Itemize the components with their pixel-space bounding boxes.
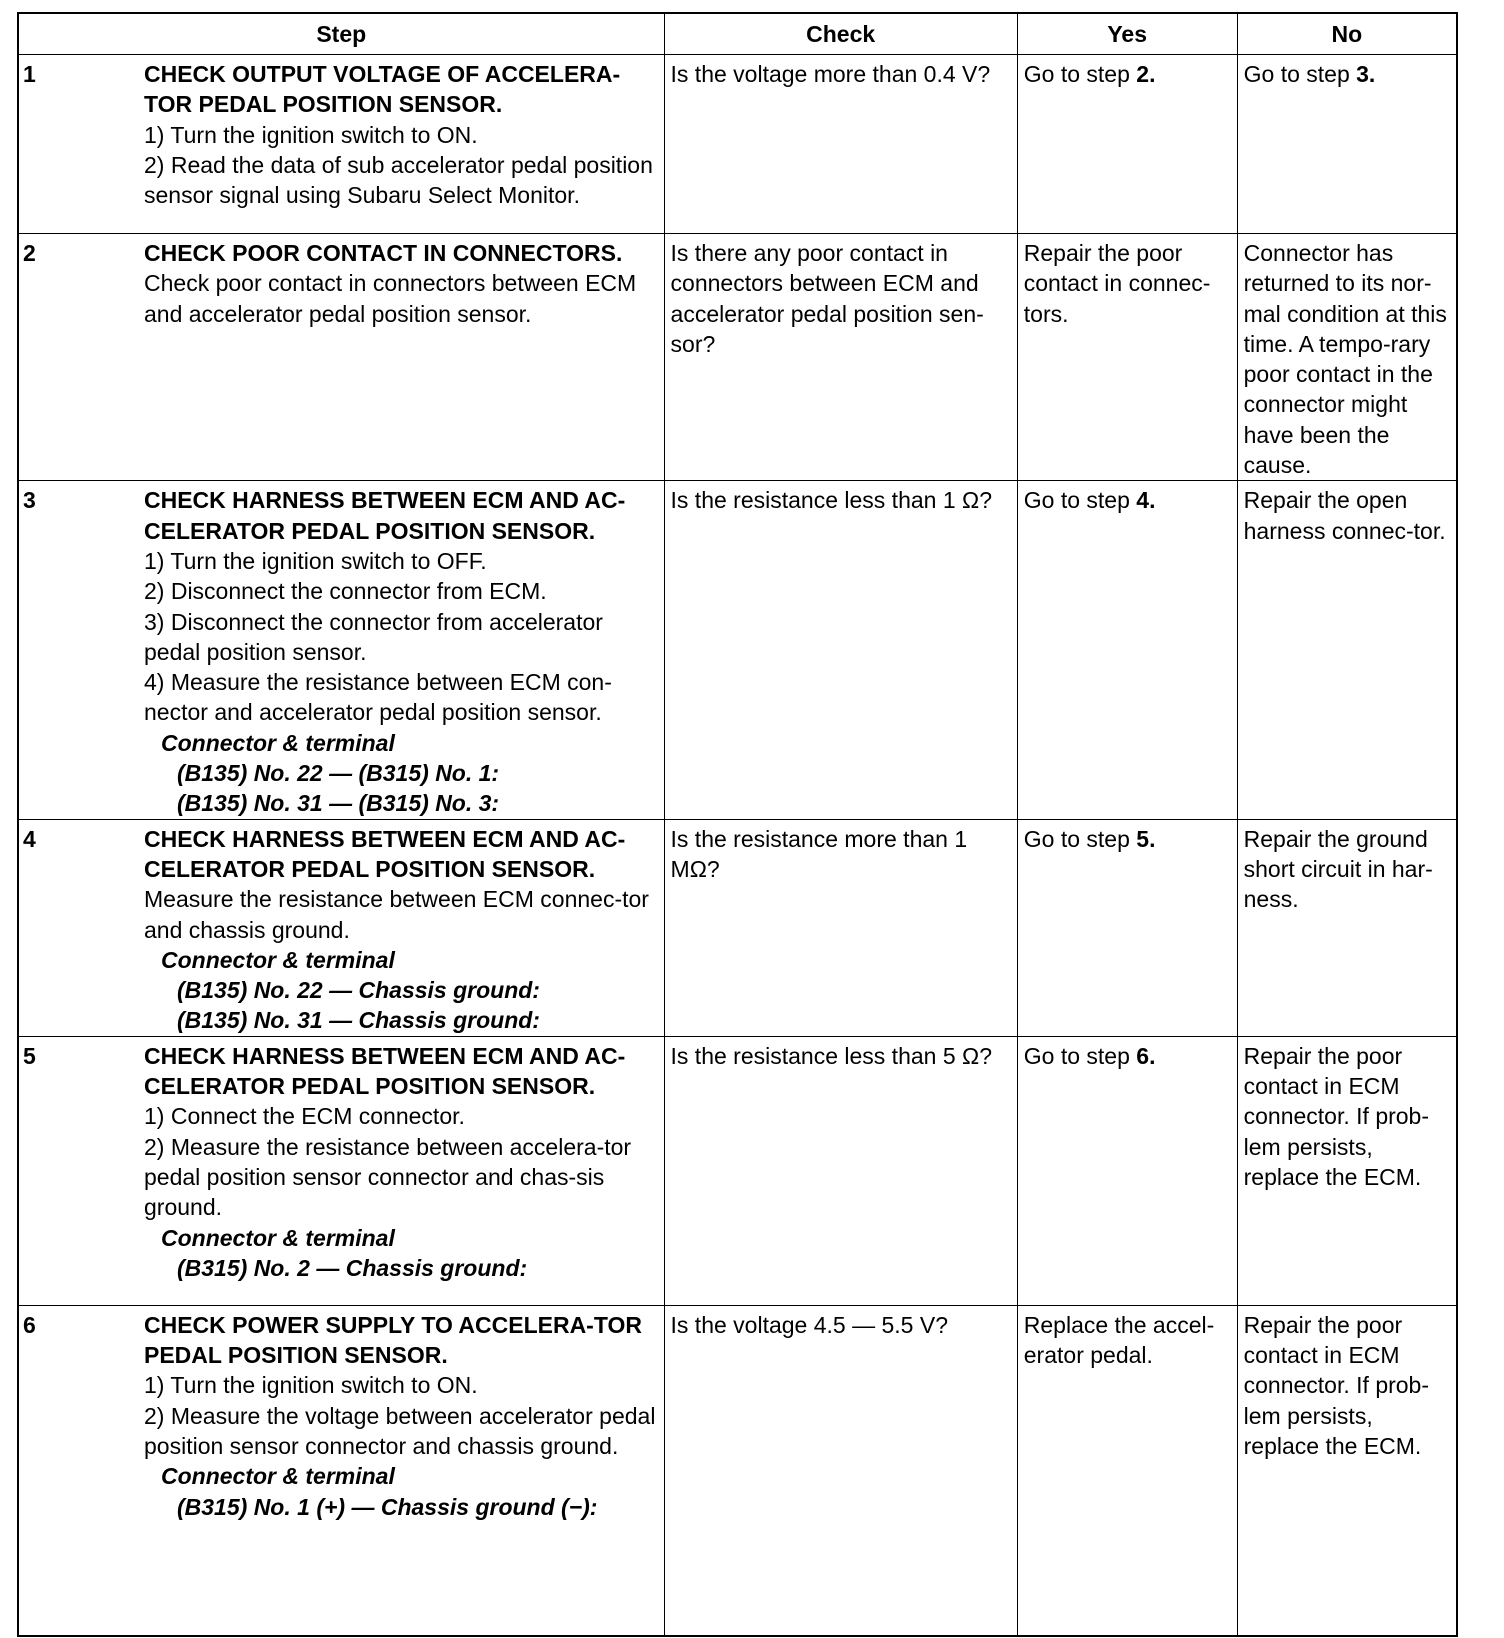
step-cell <box>18 819 664 1036</box>
check-cell <box>664 819 1017 1036</box>
no-cell <box>1237 1305 1457 1636</box>
step-title: CHECK POOR CONTACT IN CONNECTORS. <box>144 240 623 266</box>
yes-label: Go to step <box>1023 1042 1137 1069</box>
step-number: 2 <box>23 240 36 266</box>
step-number: 1 <box>23 61 36 87</box>
step-instruction: 2) Disconnect the connector from ECM. <box>144 578 547 605</box>
step-instruction: Check poor contact in connectors between ECM and accelerator pedal position sensor. <box>144 270 637 327</box>
terminal-spec: (B135) No. 22 — Chassis ground: <box>177 977 540 1004</box>
yes-step-ref: 2. <box>1136 61 1156 87</box>
check-text: Is the voltage more than 0.4 V? <box>670 61 991 87</box>
yes-text <box>1018 1037 1237 1071</box>
step-title: CHECK HARNESS BETWEEN ECM AND AC-CELERATOR PEDAL POSITION SENSOR. <box>144 825 626 882</box>
check-cell <box>664 234 1017 481</box>
step-instruction: 2) Read the data of sub accelerator pedal position sensor signal using Subaru Select Monitor. <box>144 151 653 209</box>
step-cell <box>18 1305 664 1636</box>
terminal-spec: (B135) No. 31 — Chassis ground: <box>177 1007 540 1034</box>
step-number: 3 <box>23 487 36 514</box>
check-cell <box>664 1036 1017 1305</box>
no-label: Repair the ground short circuit in har-ness. <box>1243 825 1433 913</box>
check-cell <box>664 55 1017 234</box>
no-cell <box>1237 819 1457 1036</box>
no-cell <box>1237 1036 1457 1305</box>
terminal-spec: (B135) No. 22 — (B315) No. 1: <box>177 760 500 787</box>
yes-step-ref: 6. <box>1136 1042 1156 1069</box>
table-body <box>18 55 1457 1637</box>
no-cell <box>1237 55 1457 234</box>
header-step: Step <box>18 13 664 55</box>
check-text: Is the resistance more than 1 MΩ? <box>670 825 968 882</box>
no-label: Go to step <box>1243 61 1357 87</box>
header-no: No <box>1237 13 1457 55</box>
no-text <box>1238 481 1456 546</box>
step-cell <box>18 481 664 819</box>
step-instruction: 1) Connect the ECM connector. <box>144 1103 465 1130</box>
header-row <box>18 13 1457 55</box>
no-label: Repair the poor contact in ECM connector. If prob-lem persists, replace the ECM. <box>1243 1311 1430 1459</box>
step-instruction: 1) Turn the ignition switch to ON. <box>144 1372 478 1399</box>
no-cell <box>1237 234 1457 481</box>
check-cell <box>664 481 1017 819</box>
step-title: CHECK POWER SUPPLY TO ACCELERA-TOR PEDAL POSITION SENSOR. <box>144 1311 642 1369</box>
step-instruction: 2) Measure the voltage between accelerator pedal position sensor connector and chassis ground. <box>144 1402 656 1459</box>
step-content <box>19 1306 664 1522</box>
no-text <box>1238 234 1456 480</box>
table-row <box>18 819 1457 1036</box>
step-instruction: 2) Measure the resistance between accelera-tor pedal position sensor connector and chas-sis ground. <box>144 1133 632 1221</box>
diagnostic-table <box>17 12 1458 1637</box>
step-cell <box>18 1036 664 1305</box>
step-instruction: 3) Disconnect the connector from accelerator pedal position sensor. <box>144 608 603 665</box>
table-row <box>18 481 1457 819</box>
step-number: 6 <box>23 1311 36 1338</box>
step-instruction: 1) Turn the ignition switch to OFF. <box>144 547 487 574</box>
step-title: CHECK HARNESS BETWEEN ECM AND AC-CELERATOR PEDAL POSITION SENSOR. <box>144 1042 626 1100</box>
yes-cell <box>1017 55 1237 234</box>
yes-cell <box>1017 234 1237 481</box>
yes-cell <box>1017 1036 1237 1305</box>
no-label: Repair the open harness connec-tor. <box>1243 487 1446 544</box>
yes-label: Go to step <box>1023 487 1137 514</box>
yes-label: Replace the accel-erator pedal. <box>1023 1311 1215 1369</box>
terminal-spec: (B315) No. 2 — Chassis ground: <box>177 1254 528 1281</box>
no-text <box>1238 55 1456 89</box>
no-step-ref: 3. <box>1356 61 1376 87</box>
connector-label: Connector & terminal <box>161 1224 395 1251</box>
connector-label: Connector & terminal <box>161 1463 395 1490</box>
step-content <box>19 55 664 210</box>
check-text: Is the resistance less than 5 Ω? <box>670 1042 993 1069</box>
yes-text <box>1018 234 1237 329</box>
no-text <box>1238 1306 1456 1461</box>
terminal-spec: (B135) No. 31 — (B315) No. 3: <box>177 790 500 817</box>
step-content <box>19 1037 664 1283</box>
step-number: 5 <box>23 1042 36 1069</box>
header-check: Check <box>664 13 1017 55</box>
connector-label: Connector & terminal <box>161 946 395 973</box>
check-cell <box>664 1305 1017 1636</box>
yes-label: Go to step <box>1023 61 1137 87</box>
yes-cell <box>1017 481 1237 819</box>
yes-label: Go to step <box>1023 825 1137 852</box>
yes-step-ref: 4. <box>1136 487 1156 514</box>
table-row <box>18 234 1457 481</box>
step-instruction: 1) Turn the ignition switch to ON. <box>144 121 478 148</box>
connector-label: Connector & terminal <box>161 729 395 756</box>
yes-cell <box>1017 1305 1237 1636</box>
table-row <box>18 55 1457 234</box>
header-yes: Yes <box>1017 13 1237 55</box>
no-label: Connector has returned to its nor-mal condition at this time. A tempo-rary poor contact in the connector might have been the cause. <box>1243 240 1447 479</box>
step-instruction: 4) Measure the resistance between ECM con-nector and accelerator pedal position sensor. <box>144 669 612 726</box>
check-text: Is the voltage 4.5 — 5.5 V? <box>670 1311 948 1338</box>
step-title: CHECK OUTPUT VOLTAGE OF ACCELERA-TOR PEDAL POSITION SENSOR. <box>144 61 621 118</box>
step-title: CHECK HARNESS BETWEEN ECM AND AC-CELERATOR PEDAL POSITION SENSOR. <box>144 487 626 544</box>
no-text <box>1238 1037 1456 1192</box>
terminal-spec: (B315) No. 1 (+) — Chassis ground (−): <box>177 1493 598 1520</box>
check-text: Is the resistance less than 1 Ω? <box>670 487 993 514</box>
yes-text <box>1018 1306 1237 1371</box>
table-row <box>18 1305 1457 1636</box>
check-text: Is there any poor contact in connectors between ECM and accelerator pedal position sen-sor? <box>670 240 984 357</box>
step-content <box>19 820 664 1036</box>
yes-label: Repair the poor contact in connec-tors. <box>1023 240 1211 327</box>
step-cell <box>18 234 664 481</box>
yes-step-ref: 5. <box>1136 825 1156 852</box>
step-number: 4 <box>23 825 36 852</box>
step-instruction: Measure the resistance between ECM connec-tor and chassis ground. <box>144 886 649 943</box>
step-cell <box>18 55 664 234</box>
yes-text <box>1018 820 1237 854</box>
no-label: Repair the poor contact in ECM connector. If prob-lem persists, replace the ECM. <box>1243 1042 1430 1190</box>
yes-text <box>1018 481 1237 515</box>
no-text <box>1238 820 1456 915</box>
table-row <box>18 1036 1457 1305</box>
step-content <box>19 481 664 818</box>
step-content <box>19 234 664 329</box>
no-cell <box>1237 481 1457 819</box>
yes-text <box>1018 55 1237 89</box>
yes-cell <box>1017 819 1237 1036</box>
